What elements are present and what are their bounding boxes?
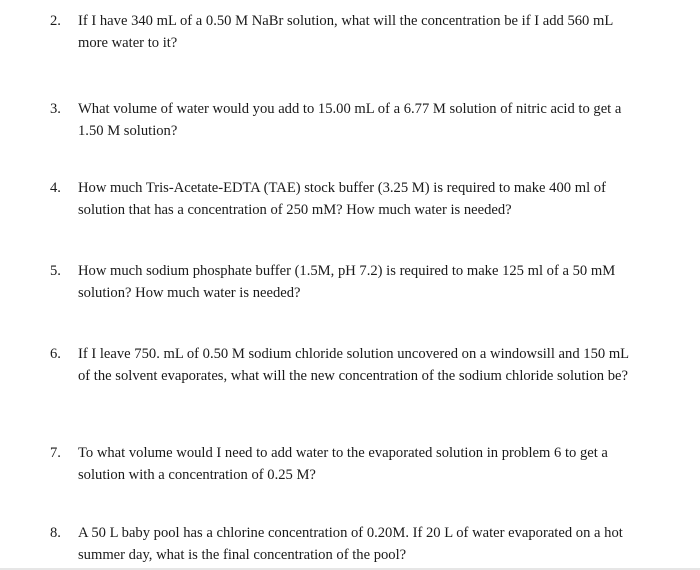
question-text: If I have 340 mL of a 0.50 M NaBr solution, what will the concentration be if I add 560 mL more water to it? [78, 13, 613, 51]
question-text: What volume of water would you add to 15.00 mL of a 6.77 M solution of nitric acid to get a 1.50 M solution? [78, 101, 622, 139]
question-number: 8. [50, 525, 61, 541]
question-number: 5. [50, 263, 61, 279]
question-7 [50, 442, 640, 486]
question-text: How much Tris-Acetate-EDTA (TAE) stock buffer (3.25 M) is required to make 400 ml of solution that has a concentration of 250 mM? How much water is needed? [78, 180, 606, 218]
question-text: If I leave 750. mL of 0.50 M sodium chloride solution uncovered on a windowsill and 150 mL of the solvent evaporates, what will the new concentration of the sodium chloride solution be? [78, 346, 629, 384]
question-4 [50, 177, 640, 221]
question-5 [50, 260, 640, 304]
question-text: A 50 L baby pool has a chlorine concentration of 0.20M. If 20 L of water evaporated on a hot summer day, what is the final concentration of the pool? [78, 525, 623, 563]
question-3 [50, 98, 640, 142]
question-text: To what volume would I need to add water to the evaporated solution in problem 6 to get a solution with a concentration of 0.25 M? [78, 445, 608, 483]
question-number: 6. [50, 346, 61, 362]
question-2 [50, 10, 640, 54]
question-number: 7. [50, 445, 61, 461]
question-number: 4. [50, 180, 61, 196]
question-number: 2. [50, 13, 61, 29]
question-text: How much sodium phosphate buffer (1.5M, pH 7.2) is required to make 125 ml of a 50 mM solution? How much water is needed? [78, 263, 616, 301]
question-8 [50, 522, 640, 566]
question-6 [50, 343, 640, 387]
question-number: 3. [50, 101, 61, 117]
